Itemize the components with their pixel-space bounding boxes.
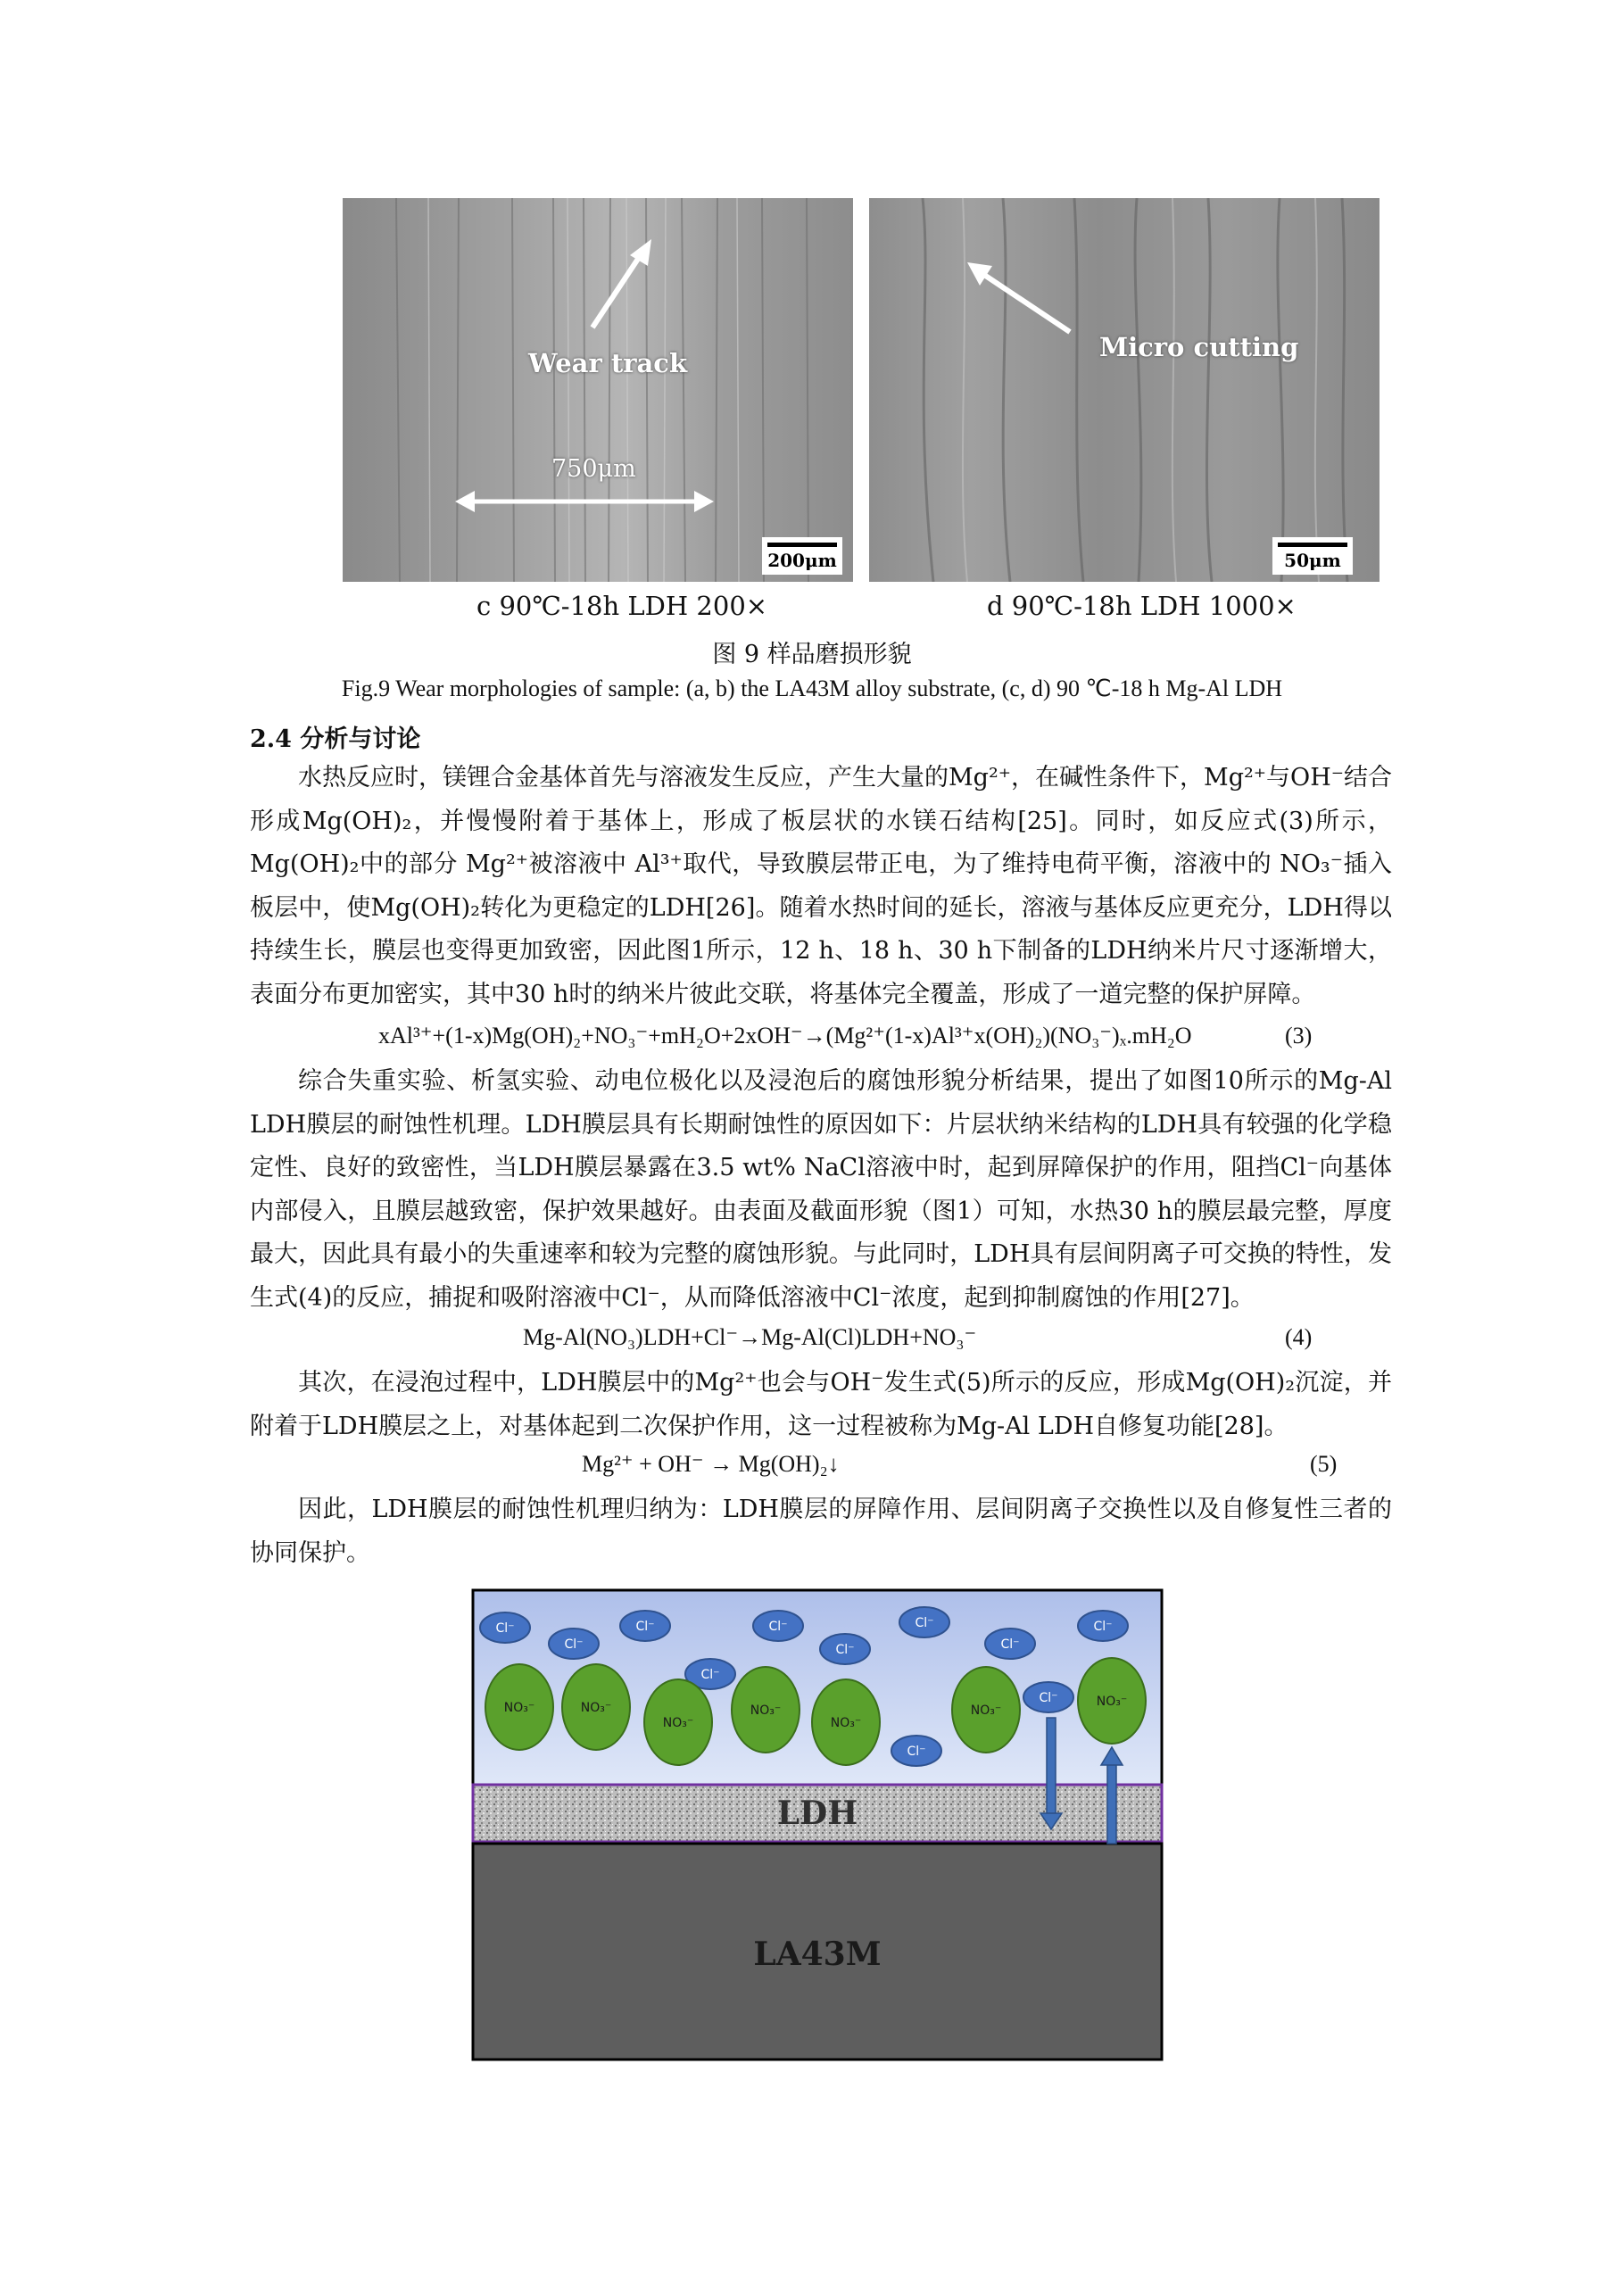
sem-texture-d — [869, 198, 1380, 582]
scale-bar-d: 50μm — [1272, 537, 1353, 575]
no3-up-arrow — [1107, 1763, 1116, 1844]
scale-bar-c: 200μm — [762, 537, 842, 575]
no3-ion-label: NO₃⁻ — [830, 1716, 862, 1730]
paragraph-2: 综合失重实验、析氢实验、动电位极化以及浸泡后的腐蚀形貌分析结果，提出了如图10所示的Mg-Al LDH膜层的耐蚀性机理。LDH膜层具有长期耐蚀性的原因如下：片层状纳米结构的LDH具有较强的化学稳定性、良好的致密性，当LDH膜层暴露在3.5 wt% NaCl溶液中时，起到屏障保护的作用，阻挡Cl⁻向基体内部侵入，且膜层越致密，保护效果越好。由表面及截面形貌（图1）可知，水热30 h的膜层最完整，厚度最大，因此具有最小的失重速率和较为完整的腐蚀形貌。与此同时，LDH具有层间阴离子可交换的特性，发生式(4)的反应，捕捉和吸附溶液中Cl⁻，从而降低溶液中Cl⁻浓度，起到抑制腐蚀的作用[27]。 — [250, 1067, 1392, 1312]
cl-ion-label: Cl⁻ — [907, 1745, 926, 1759]
micro-cutting-label: Micro cutting — [1099, 332, 1299, 362]
diagram-svg — [471, 1588, 1164, 2061]
cl-ion-label: Cl⁻ — [915, 1616, 934, 1630]
equation-4: Mg-Al(NO₃)LDH+Cl⁻→Mg-Al(Cl)LDH+NO₃⁻ — [523, 1324, 977, 1350]
no3-ion-label: NO₃⁻ — [1096, 1695, 1128, 1709]
sem-image-c — [343, 198, 853, 582]
wear-track-label: Wear track — [528, 348, 688, 378]
no3-ion-label: NO₃⁻ — [662, 1716, 694, 1730]
no3-ion-label: NO₃⁻ — [503, 1701, 535, 1715]
cl-ion-label: Cl⁻ — [768, 1620, 788, 1634]
cl-ion-label: Cl⁻ — [1000, 1637, 1020, 1652]
figure-caption-cn: 图 9 样品磨损形貌 — [712, 641, 912, 668]
sem-texture-c — [343, 198, 853, 582]
no3-ion-label: NO₃⁻ — [580, 1701, 612, 1715]
paragraph-3: 其次，在浸泡过程中，LDH膜层中的Mg²⁺也会与OH⁻发生式(5)所示的反应，形成Mg(OH)₂沉淀，并附着于LDH膜层之上，对基体起到二次保护作用，这一过程被称为Mg-Al LDH自修复功能[28]。 — [250, 1369, 1392, 1440]
no3-ion-label: NO₃⁻ — [750, 1703, 782, 1718]
cl-ion-label: Cl⁻ — [835, 1643, 855, 1657]
cl-ion-label: Cl⁻ — [1039, 1691, 1058, 1705]
corrosion-mechanism-diagram — [471, 1588, 1164, 2061]
width-label: 750μm — [551, 455, 636, 483]
equation-4-number: (4) — [1285, 1324, 1313, 1350]
cl-ion-label: Cl⁻ — [1093, 1620, 1113, 1634]
paragraph-1: 水热反应时，镁锂合金基体首先与溶液发生反应，产生大量的Mg²⁺，在碱性条件下，Mg²⁺与OH⁻结合形成Mg(OH)₂，并慢慢附着于基体上，形成了板层状的水镁石结构[25]。同时，如反应式(3)所示，Mg(OH)₂中的部分 Mg²⁺被溶液中 Al³⁺取代，导致膜层带正电，为了维持电荷平衡，溶液中的 NO₃⁻插入板层中，使Mg(OH)₂转化为更稳定的LDH[26]。随着水热时间的延长，溶液与基体反应更充分，LDH得以持续生长，膜层也变得更加致密，因此图1所示，12 h、18 h、30 h下制备的LDH纳米片尺寸逐渐增大，表面分布更加密实，其中30 h时的纳米片彼此交联，将基体完全覆盖，形成了一道完整的保护屏障。 — [250, 764, 1392, 1008]
paragraph-4: 因此，LDH膜层的耐蚀性机理归纳为：LDH膜层的屏障作用、层间阴离子交换性以及自修复性三者的协同保护。 — [250, 1496, 1392, 1567]
substrate-label: LA43M — [753, 1935, 882, 1973]
equation-3: xAl³⁺+(1-x)Mg(OH)₂+NO₃⁻+mH₂O+2xOH⁻→(Mg²⁺(1-x)Al³⁺x(OH)₂)(NO₃⁻)ₓ.mH₂O — [378, 1023, 1192, 1049]
sem-image-d — [869, 198, 1380, 582]
no3-ion-label: NO₃⁻ — [970, 1703, 1002, 1718]
equation-3-number: (3) — [1285, 1023, 1313, 1049]
ldh-label: LDH — [776, 1795, 858, 1832]
cl-ion-label: Cl⁻ — [495, 1621, 515, 1636]
equation-5: Mg²⁺ + OH⁻ → Mg(OH)₂↓ — [582, 1451, 840, 1477]
cl-ion-label: Cl⁻ — [635, 1620, 655, 1634]
figure-caption-en: Fig.9 Wear morphologies of sample: (a, b) the LA43M alloy substrate, (c, d) 90 ℃-18 h Mg-Al LDH — [341, 676, 1283, 701]
cl-ion-label: Cl⁻ — [564, 1637, 584, 1652]
cl-down-arrow — [1047, 1718, 1056, 1814]
equation-5-number: (5) — [1310, 1451, 1338, 1477]
section-heading: 2.4 分析与讨论 — [250, 725, 421, 753]
cl-ion-label: Cl⁻ — [700, 1668, 720, 1682]
subcaption-d: d 90℃-18h LDH 1000× — [987, 591, 1297, 621]
subcaption-c: c 90℃-18h LDH 200× — [476, 591, 768, 621]
